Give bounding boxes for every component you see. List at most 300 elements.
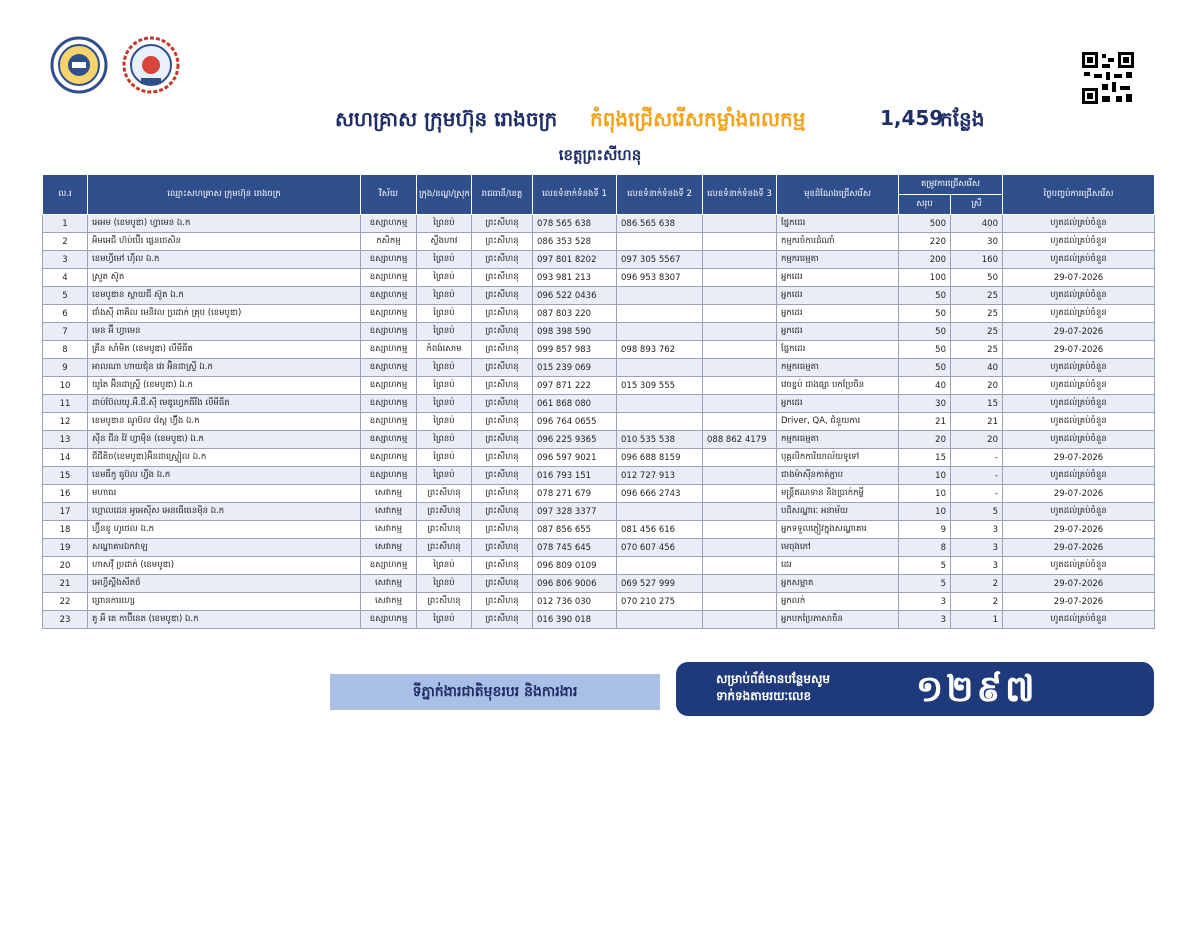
cell-phone1: 096 597 9021 bbox=[533, 449, 617, 467]
cell-position: កម្មករធម្មតា bbox=[777, 359, 899, 377]
cell-province: ព្រះសីហនុ bbox=[472, 251, 533, 269]
cell-phone2: 097 305 5567 bbox=[617, 251, 703, 269]
table-row bbox=[43, 539, 1155, 557]
cell-name: ខេមបូឌាន ណូប៊ល វ៉េស្ត ហ៊្វីង ឯ.ក bbox=[88, 413, 361, 431]
cell-sector: សេវាកម្ម bbox=[361, 575, 417, 593]
province-heading: ខេត្តព្រះសីហនុ bbox=[558, 146, 642, 164]
table-row bbox=[43, 269, 1155, 287]
cell-phone3 bbox=[703, 593, 777, 611]
cell-district: ស្ទឹងហាវ bbox=[417, 233, 472, 251]
table-row bbox=[43, 251, 1155, 269]
cell-total: 50 bbox=[899, 341, 951, 359]
cell-phone2 bbox=[617, 503, 703, 521]
col-phone3: លេខទំនាក់ទំនងទី 3 bbox=[703, 175, 777, 215]
cell-female: 160 bbox=[951, 251, 1003, 269]
table-row bbox=[43, 215, 1155, 233]
cell-position: កម្មករធម្មតា bbox=[777, 251, 899, 269]
cell-position: អ្នកបកប្រែភាសាចិន bbox=[777, 611, 899, 629]
cell-sector: ឧស្សាហកម្ម bbox=[361, 557, 417, 575]
col-province: រាជធានី/ខេត្ត bbox=[472, 175, 533, 215]
cell-female: - bbox=[951, 485, 1003, 503]
cell-total: 5 bbox=[899, 557, 951, 575]
qr-code-icon bbox=[1080, 50, 1136, 106]
table-row bbox=[43, 359, 1155, 377]
cell-name: ហាសវ៉ី ប្រដាក់ (ខេមបូឌា) bbox=[88, 557, 361, 575]
cell-phone2 bbox=[617, 233, 703, 251]
cell-province: ព្រះសីហនុ bbox=[472, 575, 533, 593]
cell-female: 25 bbox=[951, 341, 1003, 359]
cell-name: មហាធរ bbox=[88, 485, 361, 503]
col-no: ល.រ bbox=[43, 175, 88, 215]
col-total: សរុប bbox=[899, 195, 951, 215]
table-row bbox=[43, 377, 1155, 395]
table-row bbox=[43, 485, 1155, 503]
table-row bbox=[43, 503, 1155, 521]
cell-phone1: 061 868 080 bbox=[533, 395, 617, 413]
cell-phone3 bbox=[703, 251, 777, 269]
table-row bbox=[43, 431, 1155, 449]
cell-position: ជាងម៉ាស៊ីនកាត់ភ្ជាប bbox=[777, 467, 899, 485]
cell-phone1: 016 793 151 bbox=[533, 467, 617, 485]
cell-no: 13 bbox=[43, 431, 88, 449]
cell-district: ព្រៃនប់ bbox=[417, 395, 472, 413]
cell-female: 50 bbox=[951, 269, 1003, 287]
title-unit: កន្លែង bbox=[940, 107, 985, 131]
cell-district: ព្រៃនប់ bbox=[417, 557, 472, 575]
cell-female: 3 bbox=[951, 557, 1003, 575]
cell-female: 25 bbox=[951, 323, 1003, 341]
cell-no: 14 bbox=[43, 449, 88, 467]
cell-phone3 bbox=[703, 305, 777, 323]
cell-district: ព្រៃនប់ bbox=[417, 611, 472, 629]
table-row bbox=[43, 575, 1155, 593]
hotline-label bbox=[716, 671, 830, 705]
cell-position: អ្នកលក់ bbox=[777, 593, 899, 611]
cell-sector: សេវាកម្ម bbox=[361, 593, 417, 611]
cell-female: - bbox=[951, 449, 1003, 467]
cell-female: 25 bbox=[951, 305, 1003, 323]
cell-district: ព្រៃនប់ bbox=[417, 359, 472, 377]
cell-phone3 bbox=[703, 341, 777, 359]
cell-position: ដេរ bbox=[777, 557, 899, 575]
cell-name: អិមអេជី ហ៊ប់ប៊ើរ ផ្លេនថេសិន bbox=[88, 233, 361, 251]
cell-name: មេន អ៊ី ហ្វាមេន bbox=[88, 323, 361, 341]
cell-phone2 bbox=[617, 557, 703, 575]
cell-phone1: 086 353 528 bbox=[533, 233, 617, 251]
cell-deadline: ហូតដល់គ្រប់ចំនួន bbox=[1003, 305, 1155, 323]
cell-name: ខេមហ្វីមៅ ហ៊ីល ឯ.ក bbox=[88, 251, 361, 269]
cell-province: ព្រះសីហនុ bbox=[472, 377, 533, 395]
table-row bbox=[43, 557, 1155, 575]
table-row bbox=[43, 611, 1155, 629]
cell-no: 22 bbox=[43, 593, 88, 611]
agency-logo bbox=[122, 36, 180, 94]
cell-deadline: 29-07-2026 bbox=[1003, 449, 1155, 467]
cell-name: ស៊ីន ជីន វ៉ៃ ហ្វាម៉ិន (ខេមបូឌា) ឯ.ក bbox=[88, 431, 361, 449]
cell-phone2 bbox=[617, 611, 703, 629]
cell-total: 21 bbox=[899, 413, 951, 431]
cell-name: ខេមបូឌាន ស្តាយជី ស៊ូត ឯ.ក bbox=[88, 287, 361, 305]
cell-total: 20 bbox=[899, 431, 951, 449]
cell-total: 10 bbox=[899, 485, 951, 503]
cell-deadline: ហូតដល់គ្រប់ចំនួន bbox=[1003, 611, 1155, 629]
cell-position: ផ្នែកដេរ bbox=[777, 341, 899, 359]
cell-sector: ឧស្សាហកម្ម bbox=[361, 269, 417, 287]
cell-deadline: 29-07-2026 bbox=[1003, 323, 1155, 341]
cell-no: 2 bbox=[43, 233, 88, 251]
cell-no: 23 bbox=[43, 611, 88, 629]
table-row bbox=[43, 413, 1155, 431]
cell-no: 6 bbox=[43, 305, 88, 323]
cell-no: 18 bbox=[43, 521, 88, 539]
cell-no: 12 bbox=[43, 413, 88, 431]
cell-position: អ្នកដេរ bbox=[777, 323, 899, 341]
cell-female: 40 bbox=[951, 359, 1003, 377]
cell-phone2: 015 309 555 bbox=[617, 377, 703, 395]
cell-name: ស្រួត ស៊ូត bbox=[88, 269, 361, 287]
cell-female: 25 bbox=[951, 287, 1003, 305]
cell-sector: សេវាកម្ម bbox=[361, 521, 417, 539]
col-position: មុខដំណែងជ្រើសរើស bbox=[777, 175, 899, 215]
cell-total: 50 bbox=[899, 359, 951, 377]
cell-deadline: ហូតដល់គ្រប់ចំនួន bbox=[1003, 233, 1155, 251]
cell-position: មន្ត្រីឥណទាន និងប្រាក់កម្ចី bbox=[777, 485, 899, 503]
cell-position: អ្នកដេរ bbox=[777, 395, 899, 413]
cell-sector: ឧស្សាហកម្ម bbox=[361, 449, 417, 467]
cell-district: ព្រៃនប់ bbox=[417, 449, 472, 467]
cell-female: 3 bbox=[951, 521, 1003, 539]
cell-phone3 bbox=[703, 395, 777, 413]
table-row bbox=[43, 521, 1155, 539]
cell-phone3 bbox=[703, 359, 777, 377]
cell-phone2: 012 727 913 bbox=[617, 467, 703, 485]
table-row bbox=[43, 593, 1155, 611]
cell-total: 30 bbox=[899, 395, 951, 413]
cell-district: ព្រៃនប់ bbox=[417, 305, 472, 323]
cell-district: ព្រះសីហនុ bbox=[417, 521, 472, 539]
cell-province: ព្រះសីហនុ bbox=[472, 395, 533, 413]
cell-total: 50 bbox=[899, 305, 951, 323]
cell-phone3 bbox=[703, 539, 777, 557]
cell-deadline: ហូតដល់គ្រប់ចំនួន bbox=[1003, 431, 1155, 449]
cell-no: 1 bbox=[43, 215, 88, 233]
cell-total: 500 bbox=[899, 215, 951, 233]
cell-name: សណ្ឋាគារឯកវាឡ bbox=[88, 539, 361, 557]
cell-sector: ឧស្សាហកម្ម bbox=[361, 323, 417, 341]
agency-name: ទីភ្នាក់ងារជាតិមុខរបរ និងការងារ bbox=[412, 683, 578, 700]
cell-sector: សេវាកម្ម bbox=[361, 503, 417, 521]
cell-name: ដាប់ប៊ែលយូ.អឺ.ជី.ស៊ី មេឌូហ្វេកធីរីង លីមីធីត bbox=[88, 395, 361, 413]
cell-deadline: ហូតដល់គ្រប់ចំនួន bbox=[1003, 287, 1155, 305]
cell-deadline: 29-07-2026 bbox=[1003, 341, 1155, 359]
cell-position: អ្នកសម្អាត bbox=[777, 575, 899, 593]
cell-female: - bbox=[951, 467, 1003, 485]
cell-no: 4 bbox=[43, 269, 88, 287]
cell-total: 50 bbox=[899, 323, 951, 341]
cell-sector: ឧស្សាហកម្ម bbox=[361, 305, 417, 323]
cell-province: ព្រះសីហនុ bbox=[472, 557, 533, 575]
cell-sector: ឧស្សាហកម្ម bbox=[361, 377, 417, 395]
cell-position: ផ្នែកដេរ bbox=[777, 215, 899, 233]
cell-deadline: 29-07-2026 bbox=[1003, 521, 1155, 539]
cell-female: 21 bbox=[951, 413, 1003, 431]
col-deadline: ថ្ងៃបញ្ចប់ការជ្រើសរើស bbox=[1003, 175, 1155, 215]
cell-phone2: 070 607 456 bbox=[617, 539, 703, 557]
cell-no: 21 bbox=[43, 575, 88, 593]
cell-province: ព្រះសីហនុ bbox=[472, 233, 533, 251]
cell-sector: កសិកម្ម bbox=[361, 233, 417, 251]
cell-phone1: 097 328 3377 bbox=[533, 503, 617, 521]
col-sector: វិស័យ bbox=[361, 175, 417, 215]
cell-sector: ឧស្សាហកម្ម bbox=[361, 395, 417, 413]
cell-female: 3 bbox=[951, 539, 1003, 557]
col-needed: តម្រូវការជ្រើសរើស bbox=[899, 175, 1003, 195]
cell-province: ព្រះសីហនុ bbox=[472, 485, 533, 503]
cell-name: ជាំងស៊ី ពាគិល មេនិវល ប្រដាក់ គ្រុប (ខេមបូឌា) bbox=[88, 305, 361, 323]
col-female: ស្រី bbox=[951, 195, 1003, 215]
cell-province: ព្រះសីហនុ bbox=[472, 341, 533, 359]
cell-phone1: 096 764 0655 bbox=[533, 413, 617, 431]
cell-total: 200 bbox=[899, 251, 951, 269]
cell-province: ព្រះសីហនុ bbox=[472, 269, 533, 287]
cell-no: 19 bbox=[43, 539, 88, 557]
cell-phone3 bbox=[703, 287, 777, 305]
cell-total: 9 bbox=[899, 521, 951, 539]
cell-province: ព្រះសីហនុ bbox=[472, 503, 533, 521]
cell-phone2: 096 688 8159 bbox=[617, 449, 703, 467]
cell-deadline: 29-07-2026 bbox=[1003, 593, 1155, 611]
cell-district: ព្រៃនប់ bbox=[417, 575, 472, 593]
cell-phone2: 010 535 538 bbox=[617, 431, 703, 449]
cell-phone3 bbox=[703, 323, 777, 341]
cell-position: កម្មករធម្មតា bbox=[777, 431, 899, 449]
cell-district: កំពង់សោម bbox=[417, 341, 472, 359]
logo-group bbox=[50, 36, 180, 94]
cell-phone2: 070 210 275 bbox=[617, 593, 703, 611]
cell-province: ព្រះសីហនុ bbox=[472, 359, 533, 377]
table-row bbox=[43, 233, 1155, 251]
cell-province: ព្រះសីហនុ bbox=[472, 593, 533, 611]
cell-female: 2 bbox=[951, 593, 1003, 611]
cell-phone1: 096 806 9006 bbox=[533, 575, 617, 593]
table-row bbox=[43, 323, 1155, 341]
cell-sector: ឧស្សាហកម្ម bbox=[361, 359, 417, 377]
cell-name: យូតៃ អ៊ិនដាស្ទ្រី (ខេមបូឌា) ឯ.ក bbox=[88, 377, 361, 395]
cell-phone3 bbox=[703, 233, 777, 251]
cell-phone2 bbox=[617, 413, 703, 431]
cell-district: ព្រៃនប់ bbox=[417, 323, 472, 341]
cell-total: 10 bbox=[899, 467, 951, 485]
cell-phone3 bbox=[703, 215, 777, 233]
cell-total: 8 bbox=[899, 539, 951, 557]
cell-phone1: 097 801 8202 bbox=[533, 251, 617, 269]
cell-province: ព្រះសីហនុ bbox=[472, 413, 533, 431]
cell-position: កម្មករចំការដំណាំ bbox=[777, 233, 899, 251]
cell-sector: ឧស្សាហកម្ម bbox=[361, 413, 417, 431]
cell-no: 8 bbox=[43, 341, 88, 359]
cell-province: ព្រះសីហនុ bbox=[472, 611, 533, 629]
cell-district: ព្រៃនប់ bbox=[417, 413, 472, 431]
cell-district: ព្រៃនប់ bbox=[417, 251, 472, 269]
cell-sector: ឧស្សាហកម្ម bbox=[361, 467, 417, 485]
cell-phone3 bbox=[703, 611, 777, 629]
cell-phone1: 078 745 645 bbox=[533, 539, 617, 557]
cell-no: 11 bbox=[43, 395, 88, 413]
cell-female: 1 bbox=[951, 611, 1003, 629]
cell-total: 220 bbox=[899, 233, 951, 251]
cell-no: 5 bbox=[43, 287, 88, 305]
cell-phone3 bbox=[703, 485, 777, 503]
cell-province: ព្រះសីហនុ bbox=[472, 449, 533, 467]
cell-phone2 bbox=[617, 287, 703, 305]
cell-phone1: 096 225 9365 bbox=[533, 431, 617, 449]
cell-female: 400 bbox=[951, 215, 1003, 233]
title-recruiting: កំពុងជ្រើសរើសកម្លាំងពលកម្ម bbox=[590, 107, 806, 131]
cell-sector: សេវាកម្ម bbox=[361, 485, 417, 503]
cell-deadline: ហូតដល់គ្រប់ចំនួន bbox=[1003, 377, 1155, 395]
cell-district: ព្រៃនប់ bbox=[417, 377, 472, 395]
cell-phone3 bbox=[703, 557, 777, 575]
cell-sector: ឧស្សាហកម្ម bbox=[361, 431, 417, 449]
cell-phone3 bbox=[703, 503, 777, 521]
cell-total: 50 bbox=[899, 287, 951, 305]
cell-deadline: ហូតដល់គ្រប់ចំនួន bbox=[1003, 503, 1155, 521]
table-row bbox=[43, 341, 1155, 359]
cell-phone2 bbox=[617, 359, 703, 377]
cell-phone1: 078 565 638 bbox=[533, 215, 617, 233]
job-vacancy-table bbox=[42, 174, 1155, 629]
cell-district: ព្រៃនប់ bbox=[417, 431, 472, 449]
cell-deadline: 29-07-2026 bbox=[1003, 539, 1155, 557]
cell-name: តូ អឹ តេ កាប៊ីនេត (ខេមបូឌា) ឯ.ក bbox=[88, 611, 361, 629]
cell-phone2: 081 456 616 bbox=[617, 521, 703, 539]
cell-name: អេអម (ខេមបូឌា) ហ្វាមេន ឯ.ក bbox=[88, 215, 361, 233]
cell-position: Driver, QA, ជំនួយការ bbox=[777, 413, 899, 431]
cell-province: ព្រះសីហនុ bbox=[472, 215, 533, 233]
cell-district: ព្រៃនប់ bbox=[417, 269, 472, 287]
cell-phone1: 087 803 220 bbox=[533, 305, 617, 323]
cell-position: មេចុងភៅ bbox=[777, 539, 899, 557]
col-district: ក្រុង/ខណ្ឌ/ស្រុក bbox=[417, 175, 472, 215]
title-entities: សហគ្រាស ក្រុមហ៊ុន រោងចក្រ bbox=[335, 107, 558, 131]
cell-sector: ឧស្សាហកម្ម bbox=[361, 341, 417, 359]
ministry-logo bbox=[50, 36, 108, 94]
cell-deadline: 29-07-2026 bbox=[1003, 575, 1155, 593]
cell-sector: ឧស្សាហកម្ម bbox=[361, 251, 417, 269]
cell-province: ព្រះសីហនុ bbox=[472, 521, 533, 539]
cell-name: អាលណា ហាយជុំន វេរ អ៊ិនដាស្ទ្រី ឯ.ក bbox=[88, 359, 361, 377]
cell-phone1: 012 736 030 bbox=[533, 593, 617, 611]
cell-phone1: 098 398 590 bbox=[533, 323, 617, 341]
cell-female: 2 bbox=[951, 575, 1003, 593]
cell-province: ព្រះសីហនុ bbox=[472, 431, 533, 449]
cell-total: 10 bbox=[899, 503, 951, 521]
cell-position: អ្នកដេរ bbox=[777, 305, 899, 323]
hotline-label-line2: ទាក់ទងតាមរយៈលេខ bbox=[716, 689, 812, 703]
cell-total: 15 bbox=[899, 449, 951, 467]
cell-no: 17 bbox=[43, 503, 88, 521]
cell-phone1: 015 239 069 bbox=[533, 359, 617, 377]
cell-phone3 bbox=[703, 377, 777, 395]
cell-phone3 bbox=[703, 575, 777, 593]
cell-phone2 bbox=[617, 323, 703, 341]
cell-position: អ្នកទទួលភ្ញៀវក្នុងសណ្ឋាគារ bbox=[777, 521, 899, 539]
cell-sector: សេវាកម្ម bbox=[361, 539, 417, 557]
cell-province: ព្រះសីហនុ bbox=[472, 287, 533, 305]
cell-total: 3 bbox=[899, 611, 951, 629]
cell-position: បដិសណ្ឋារៈ អនាម័យ bbox=[777, 503, 899, 521]
cell-phone1: 097 871 222 bbox=[533, 377, 617, 395]
cell-phone3 bbox=[703, 467, 777, 485]
cell-no: 9 bbox=[43, 359, 88, 377]
cell-district: ព្រៃនប់ bbox=[417, 467, 472, 485]
cell-phone2: 096 666 2743 bbox=[617, 485, 703, 503]
hotline-label-line1: សម្រាប់ព័ត៌មានបន្ថែមសូម bbox=[716, 672, 831, 686]
cell-phone2 bbox=[617, 395, 703, 413]
cell-position: បុគ្គលិកការិយាល័យទូទៅ bbox=[777, 449, 899, 467]
cell-no: 20 bbox=[43, 557, 88, 575]
cell-district: ព្រះសីហនុ bbox=[417, 593, 472, 611]
cell-phone3: 088 862 4179 bbox=[703, 431, 777, 449]
cell-name: អេហ្វីស្តីងសីតថ៌ bbox=[88, 575, 361, 593]
cell-name: ព្រោនការហ្សេ bbox=[88, 593, 361, 611]
cell-phone3 bbox=[703, 521, 777, 539]
cell-name: គ្រីន សាំមិត (ខេមបូឌា) លីមីធីត bbox=[88, 341, 361, 359]
hotline-number: ១២៩៧ bbox=[916, 669, 1038, 710]
cell-female: 20 bbox=[951, 431, 1003, 449]
cell-province: ព្រះសីហនុ bbox=[472, 323, 533, 341]
cell-district: ព្រះសីហនុ bbox=[417, 539, 472, 557]
cell-district: ព្រះសីហនុ bbox=[417, 503, 472, 521]
cell-phone3 bbox=[703, 449, 777, 467]
cell-province: ព្រះសីហនុ bbox=[472, 539, 533, 557]
cell-deadline: ហូតដល់គ្រប់ចំនួន bbox=[1003, 251, 1155, 269]
cell-phone2: 098 893 762 bbox=[617, 341, 703, 359]
cell-female: 5 bbox=[951, 503, 1003, 521]
col-phone2: លេខទំនាក់ទំនងទី 2 bbox=[617, 175, 703, 215]
cell-female: 20 bbox=[951, 377, 1003, 395]
cell-phone3 bbox=[703, 269, 777, 287]
cell-name: ជីជីគិច(ខេមបូឌា)អ៊ិនដាស្ទ្រៀល ឯ.ក bbox=[88, 449, 361, 467]
cell-phone1: 096 809 0109 bbox=[533, 557, 617, 575]
cell-province: ព្រះសីហនុ bbox=[472, 305, 533, 323]
cell-sector: ឧស្សាហកម្ម bbox=[361, 611, 417, 629]
cell-phone1: 093 981 213 bbox=[533, 269, 617, 287]
cell-no: 10 bbox=[43, 377, 88, 395]
cell-deadline: 29-07-2026 bbox=[1003, 485, 1155, 503]
cell-deadline: ហូតដល់គ្រប់ចំនួន bbox=[1003, 467, 1155, 485]
agency-banner bbox=[330, 674, 660, 710]
cell-deadline: ហូតដល់គ្រប់ចំនួន bbox=[1003, 215, 1155, 233]
cell-phone2 bbox=[617, 305, 703, 323]
cell-phone3 bbox=[703, 413, 777, 431]
col-phone1: លេខទំនាក់ទំនងទី 1 bbox=[533, 175, 617, 215]
col-name: ឈ្មោះសហគ្រាស ក្រុមហ៊ុន រោងចក្រ bbox=[88, 175, 361, 215]
cell-phone2: 086 565 638 bbox=[617, 215, 703, 233]
cell-phone2: 096 953 8307 bbox=[617, 269, 703, 287]
cell-position: អ្នកដេរ bbox=[777, 269, 899, 287]
cell-deadline: ហូតដល់គ្រប់ចំនួន bbox=[1003, 395, 1155, 413]
hotline-banner bbox=[676, 662, 1154, 716]
cell-phone1: 016 390 018 bbox=[533, 611, 617, 629]
cell-district: ព្រៃនប់ bbox=[417, 215, 472, 233]
cell-total: 3 bbox=[899, 593, 951, 611]
cell-no: 7 bbox=[43, 323, 88, 341]
cell-phone1: 099 857 983 bbox=[533, 341, 617, 359]
table-row bbox=[43, 395, 1155, 413]
cell-phone2: 069 527 999 bbox=[617, 575, 703, 593]
title-count: 1,459 bbox=[880, 106, 944, 130]
